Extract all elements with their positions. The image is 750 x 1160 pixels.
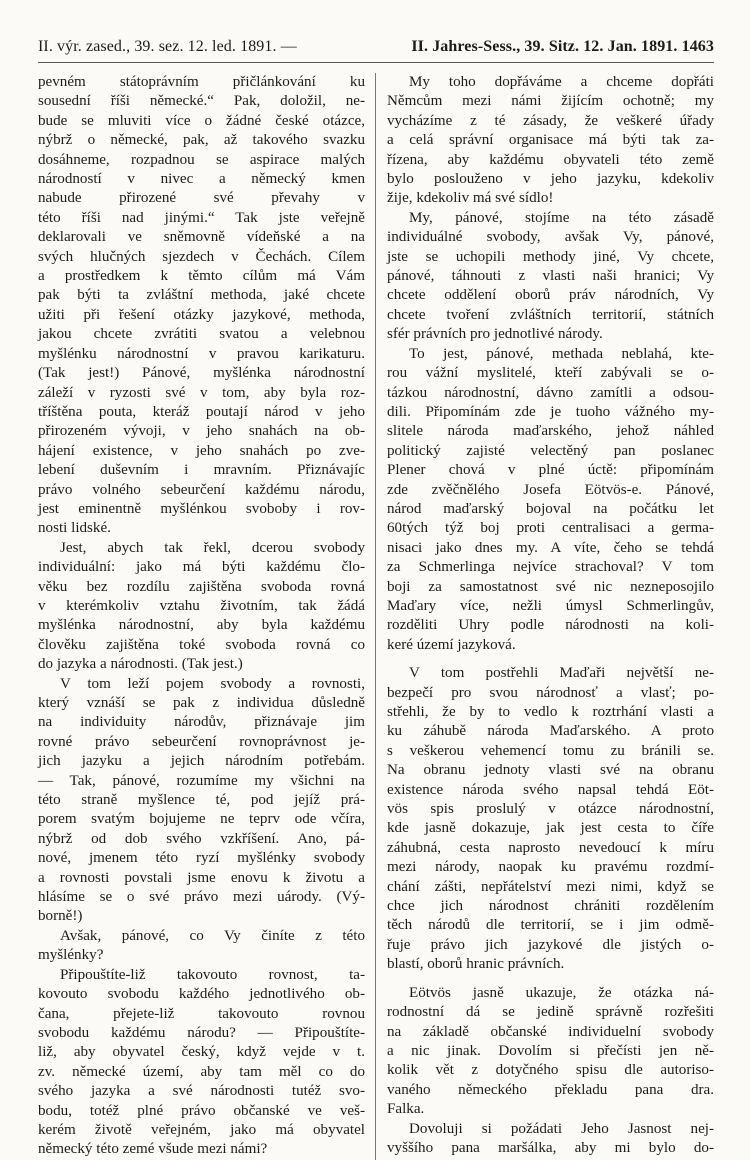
text-line: myšlénka národnostní, aby byla každému: [38, 617, 365, 634]
text-line: pak býti ta zvláštní methoda, jaké chcete: [38, 287, 365, 304]
text-line: individuálné svobody, avšak Vy, pánové,: [387, 229, 714, 246]
text-line: této říši nad jinými.“ Tak jste veřejně: [38, 209, 365, 226]
text-line: tázkou národnostní, dávno zamítli a odsou-: [387, 384, 714, 401]
text-line: lebení duševním i mravním. Přiznávajíc: [38, 462, 365, 479]
text-line: bylo poslouženo v jeho jazyku, kdekoliv: [387, 171, 714, 188]
text-line: a nic jinak. Dovolím si přečísti jen ně-: [387, 1042, 714, 1059]
text-line: dili. Připomínám zde je tuoho vážného my-: [387, 403, 714, 420]
text-line: nabude přirozené své převahy v: [38, 190, 365, 207]
text-line: chcete oddělení oborů práv národních, Vy: [387, 287, 714, 304]
text-line: bude se mluviti více o žádné české otázce,: [38, 112, 365, 129]
text-line: chání zášti, nepřátelství mezi nimi, když se: [387, 878, 714, 895]
text-line: německý této zemé všude mezi námi?: [38, 1141, 268, 1158]
text-line: který vznáší se pak z individua důsledně: [38, 695, 365, 711]
text-line: kde jasně dokazuje, jak jest cesta to číře: [387, 820, 714, 837]
text-line: Němcům mezi námi žijícím ochotně; my: [387, 93, 714, 110]
text-line: vyššího pana maršálka, aby mi bylo do-: [387, 1139, 714, 1156]
text-line: jste se uchopili methody jiné, Vy chcete,: [387, 248, 714, 265]
text-line: (Tak jest!) Pánové, myšlénka národnostní: [38, 365, 365, 382]
text-line: My toho dopřáváme a chceme dopřáti: [409, 74, 714, 90]
left-column: [38, 73, 375, 1160]
text-line: myšlénky?: [38, 947, 104, 964]
text-line: — Tak, pánové, rozumíme my všichni na: [38, 772, 365, 789]
text-line: sousední říši německé.“ Pak, doložil, ne-: [38, 93, 365, 110]
text-line: člověku zajištěna toké svoboda rovná co: [38, 636, 365, 653]
text-line: vycházíme z té zásady, že veškeré úřady: [387, 112, 714, 129]
text-line: Avšak, pánové, co Vy činíte z této: [60, 927, 365, 944]
text-line: kolik vět z dotyčného spisu dle autoriso-: [387, 1062, 714, 1079]
text-line: a prostředkem k těmto cílům má Vám: [38, 268, 365, 285]
text-line: jich jazyku a jejich národním potřebám.: [38, 753, 365, 770]
text-line: rou vážní myslitelé, kteří zabývali se o-: [387, 365, 714, 382]
text-line: národností v nivec a německý kmen: [38, 171, 365, 188]
text-line: blastí, oborů hranic právních.: [387, 956, 565, 973]
text-columns: [38, 73, 714, 1160]
text-line: v kterémkoliv vztahu životním, tak žádá: [38, 597, 365, 614]
text-line: přirozeném vývoji, v jeho snahách na ob-: [38, 423, 365, 440]
text-line: rovné právo sebeurčení rovnoprávnost je-: [38, 733, 365, 750]
text-line: V tom leží pojem svobody a rovnosti,: [60, 675, 365, 692]
text-line: svého jazyka a své národnosti tutéž svo-: [38, 1083, 365, 1100]
text-line: řuje právo jich jazykové dle jistých o-: [387, 936, 714, 953]
text-line: dosáhneme, rozpadnou se aspirace malých: [38, 151, 365, 168]
text-line: zv. německé území, aby tam měl co do: [38, 1063, 365, 1080]
text-line: keré území jazyková.: [387, 636, 516, 653]
text-line: myšlénku národnostní v pravou karikaturu.: [38, 345, 365, 362]
text-line: rozděliti Uhry podle národnosti na koli-: [387, 617, 714, 634]
text-line: jest eminentně myšlénkou svoboby i rov-: [38, 500, 365, 517]
text-line: chce jich národnost chrániti rozdělením: [387, 898, 714, 915]
text-line: pánové, táhnouti z vlasti naši hranici; Vy: [387, 268, 714, 285]
text-line: rodnostní dá se jedině správně rozřešiti: [387, 1004, 714, 1021]
text-line: Maďary více, nežli úmysl Schmerlingův,: [387, 597, 714, 614]
text-line: Falka.: [387, 1101, 425, 1118]
text-line: borně!): [38, 908, 83, 925]
text-line: nové, jmenem této ryzí myšlénky svobody: [38, 850, 365, 867]
text-line: vös spis proslulý v otázce národnostní,: [387, 801, 714, 818]
text-line: na základě občanské individuelní svobody: [387, 1023, 714, 1040]
right-column: [376, 73, 714, 1160]
text-line: národ maďarský bojoval na počátku let: [387, 500, 714, 517]
text-line: a celá správní organisace má býti tak za-: [387, 132, 714, 149]
text-line: záhubná, cesta naprosto nevedoucí k míru: [387, 839, 714, 856]
text-line: politický zajisté velectěný pan poslanec: [387, 442, 714, 459]
text-line: a rovnosti povstali jsme enovu k životu a: [38, 869, 365, 886]
text-line: bezpečí pro svou národnosť a vlasť; po-: [387, 684, 714, 701]
text-line: pevném státoprávním přičlánkování ku: [38, 74, 365, 90]
text-line: svých hlučných sjezdech v Čechách. Cílem: [38, 248, 365, 265]
text-line: existence národa svého napsal tehdá Eöt-: [387, 781, 714, 798]
text-line: střehli, že by to vedlo k roztrhání vlasti a: [387, 704, 714, 720]
text-line: do jazyka a národnosti. (Tak jest.): [38, 656, 243, 673]
text-line: čana, přejete-liž takovouto rovnou: [38, 1005, 365, 1022]
text-line: bodu, totéž plné právo občanské ve veš-: [38, 1102, 365, 1119]
text-line: na individuity národův, přiznávaje jim: [38, 714, 365, 731]
text-line: nýbrž od dob svého vzkříšení. Ano, pá-: [38, 830, 365, 847]
text-line: 60tých týž boj proti centralisaci a germa-: [387, 520, 714, 537]
text-line: Připouštíte-liž takovouto rovnost, ta-: [60, 966, 365, 983]
text-line: liž, aby obyvatel český, když vejde v t.: [38, 1044, 365, 1061]
text-line: Na obranu jednoty vlasti své na obranu: [387, 762, 714, 779]
running-header: [38, 38, 714, 63]
text-line: záleží v ryzosti své v tom, aby byla roz-: [38, 384, 365, 401]
text-line: sfér právních pro jednotlivé národy.: [387, 326, 603, 343]
text-line: nisaci jako dnes my. A víte, čeho se tehdá: [387, 539, 714, 556]
text-line: vaného německého překladu pana dra.: [387, 1081, 714, 1098]
header-czech: II. výr. zased., 39. sez. 12. led. 1891. —: [38, 38, 297, 55]
text-line: Jest, abych tak řekl, dcerou svobody: [60, 539, 365, 556]
text-line: těch národů dle territorií, se i jim odmě-: [387, 917, 714, 934]
text-line: porem svatým bojujeme ne teprv ode včíra,: [38, 811, 365, 828]
text-line: individuální: jako má býti každému člo-: [38, 559, 365, 576]
text-line: s veškerou vehemencí tomu zu bránili se.: [387, 742, 714, 759]
text-line: nosti lidské.: [38, 520, 111, 537]
text-line: kovouto svobodu každého jednotlivého ob-: [38, 986, 365, 1003]
text-line: boji za samostatnost své nic nezneposojilo: [387, 578, 714, 595]
text-line: Eötvös jasně ukazuje, že otázka ná-: [409, 984, 714, 1001]
text-line: deklarovali ve sněmovně vídeňské a na: [38, 229, 365, 246]
paragraph-gap: [387, 655, 714, 664]
text-line: řízena, aby každému obyvateli této země: [387, 151, 714, 168]
text-line: za Schmerlinga nejvíce strachoval? V tom: [387, 559, 714, 576]
text-line: hájení existence, v jeho snahách po zve-: [38, 442, 365, 459]
text-line: mezi národy, naopak ku pravému rozdmí-: [387, 859, 714, 876]
text-line: zde zvěčnělého Josefa Eötvös-e. Pánové,: [387, 481, 714, 498]
text-line: této straně myšlence té, pod jejíž prá-: [38, 792, 365, 809]
text-line: věku bez rozdílu zajištěna svoboda rovná: [38, 578, 365, 595]
text-line: To jest, pánové, methada neblahá, kte-: [409, 345, 714, 362]
text-line: užiti při řešení otázky jazykové, methoda,: [38, 306, 365, 323]
text-line: ku záhubě národa Maďarského. A proto: [387, 723, 714, 740]
text-line: právo volného sebeurčení každému národu,: [38, 481, 365, 498]
text-line: nýbrž o německé, pak, až takového svazku: [38, 132, 365, 149]
text-line: jakou chcete zvrátiti svatou a velebnou: [38, 326, 365, 343]
text-line: Dovoluji si požádati Jeho Jasnost nej-: [409, 1120, 714, 1137]
text-line: žije, kdekoliv má své sídlo!: [387, 190, 554, 207]
text-line: V tom postřehli Maďaři největší ne-: [409, 665, 714, 682]
text-line: Plener chová v plné úctě: připomínám: [387, 462, 714, 479]
paragraph-gap: [387, 975, 714, 984]
text-line: My, pánové, stojíme na této zásadě: [409, 209, 714, 226]
header-german: II. Jahres-Sess., 39. Sitz. 12. Jan. 1891. 1463: [411, 38, 714, 55]
text-line: chcete tvoření zvláštních territorií, státních: [387, 306, 714, 323]
text-line: tříštěna pouta, kteráž poutají národ v jeho: [38, 403, 365, 420]
text-line: slitele národa maďarského, jehož náhled: [387, 423, 714, 440]
text-line: svobodu každému národu? — Připouštíte-: [38, 1024, 365, 1041]
text-line: kerém životě veřejném, jako má obyvatel: [38, 1121, 365, 1138]
text-line: hlásíme se o své právo mezi uárody. (Vý-: [38, 889, 365, 906]
